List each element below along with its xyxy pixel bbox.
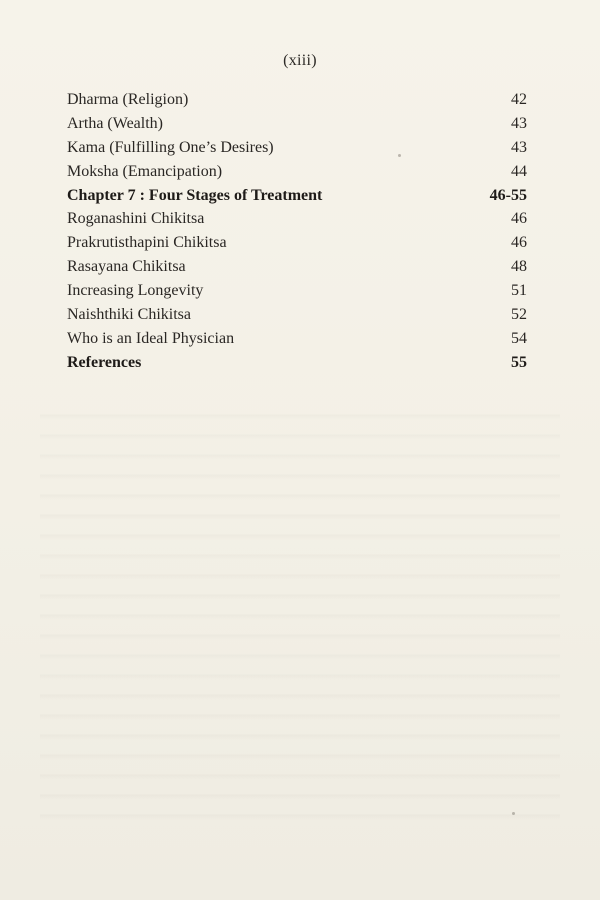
toc-entry-naishthiki — [67, 303, 527, 327]
toc-entry-title: Who is an Ideal Physician — [67, 329, 235, 347]
toc-entry-title: Prakrutisthapini Chikitsa — [67, 234, 227, 252]
toc-entry-page: 51 — [511, 282, 527, 300]
toc-entry-longevity — [67, 279, 527, 303]
toc-entry-rasayana — [67, 255, 527, 279]
toc-entry-page: 48 — [511, 258, 527, 276]
toc-entry-page: 43 — [511, 138, 527, 156]
toc-entry-page: 42 — [511, 91, 527, 108]
paper-speck — [398, 154, 401, 157]
toc-entry-page: 43 — [511, 114, 527, 132]
toc-entry-page: 46 — [511, 234, 527, 252]
toc-entry-prakrutisthapini — [67, 231, 527, 255]
toc-entry-ideal-physician — [67, 327, 527, 351]
toc-entry-artha — [67, 112, 527, 136]
toc-entry-moksha — [67, 160, 527, 184]
toc-entry-title: Increasing Longevity — [67, 282, 204, 300]
toc-entry-title: Naishthiki Chikitsa — [67, 306, 191, 324]
toc-entry-title: Rasayana Chikitsa — [67, 258, 186, 276]
paper-speck — [512, 812, 515, 815]
toc-entry-title: Artha (Wealth) — [67, 114, 163, 132]
toc-entry-title: Chapter 7 : Four Stages of Treatment — [67, 186, 323, 204]
toc-entry-kama — [67, 136, 527, 160]
toc-entry-page: 52 — [511, 306, 527, 324]
toc-entry-page: 44 — [511, 162, 527, 180]
toc-entry-roganashini — [67, 207, 527, 231]
show-through-texture — [40, 400, 560, 830]
toc-entry-page: 46-55 — [489, 186, 527, 204]
table-of-contents — [67, 88, 527, 375]
toc-entry-page: 46 — [511, 210, 527, 228]
toc-entry-chapter-7 — [67, 184, 527, 208]
page-number: (xiii) — [283, 52, 317, 69]
toc-entry-page: 54 — [511, 329, 527, 347]
toc-entry-title: Roganashini Chikitsa — [67, 210, 205, 228]
toc-entry-title: Moksha (Emancipation) — [67, 162, 223, 180]
toc-entry-title: References — [67, 353, 142, 371]
toc-entry-dharma — [67, 88, 527, 112]
toc-entry-page: 55 — [511, 353, 527, 371]
toc-entry-title: Kama (Fulfilling One’s Desires) — [67, 138, 274, 156]
toc-entry-references — [67, 351, 527, 375]
toc-entry-title: Dharma (Religion) — [67, 91, 189, 108]
